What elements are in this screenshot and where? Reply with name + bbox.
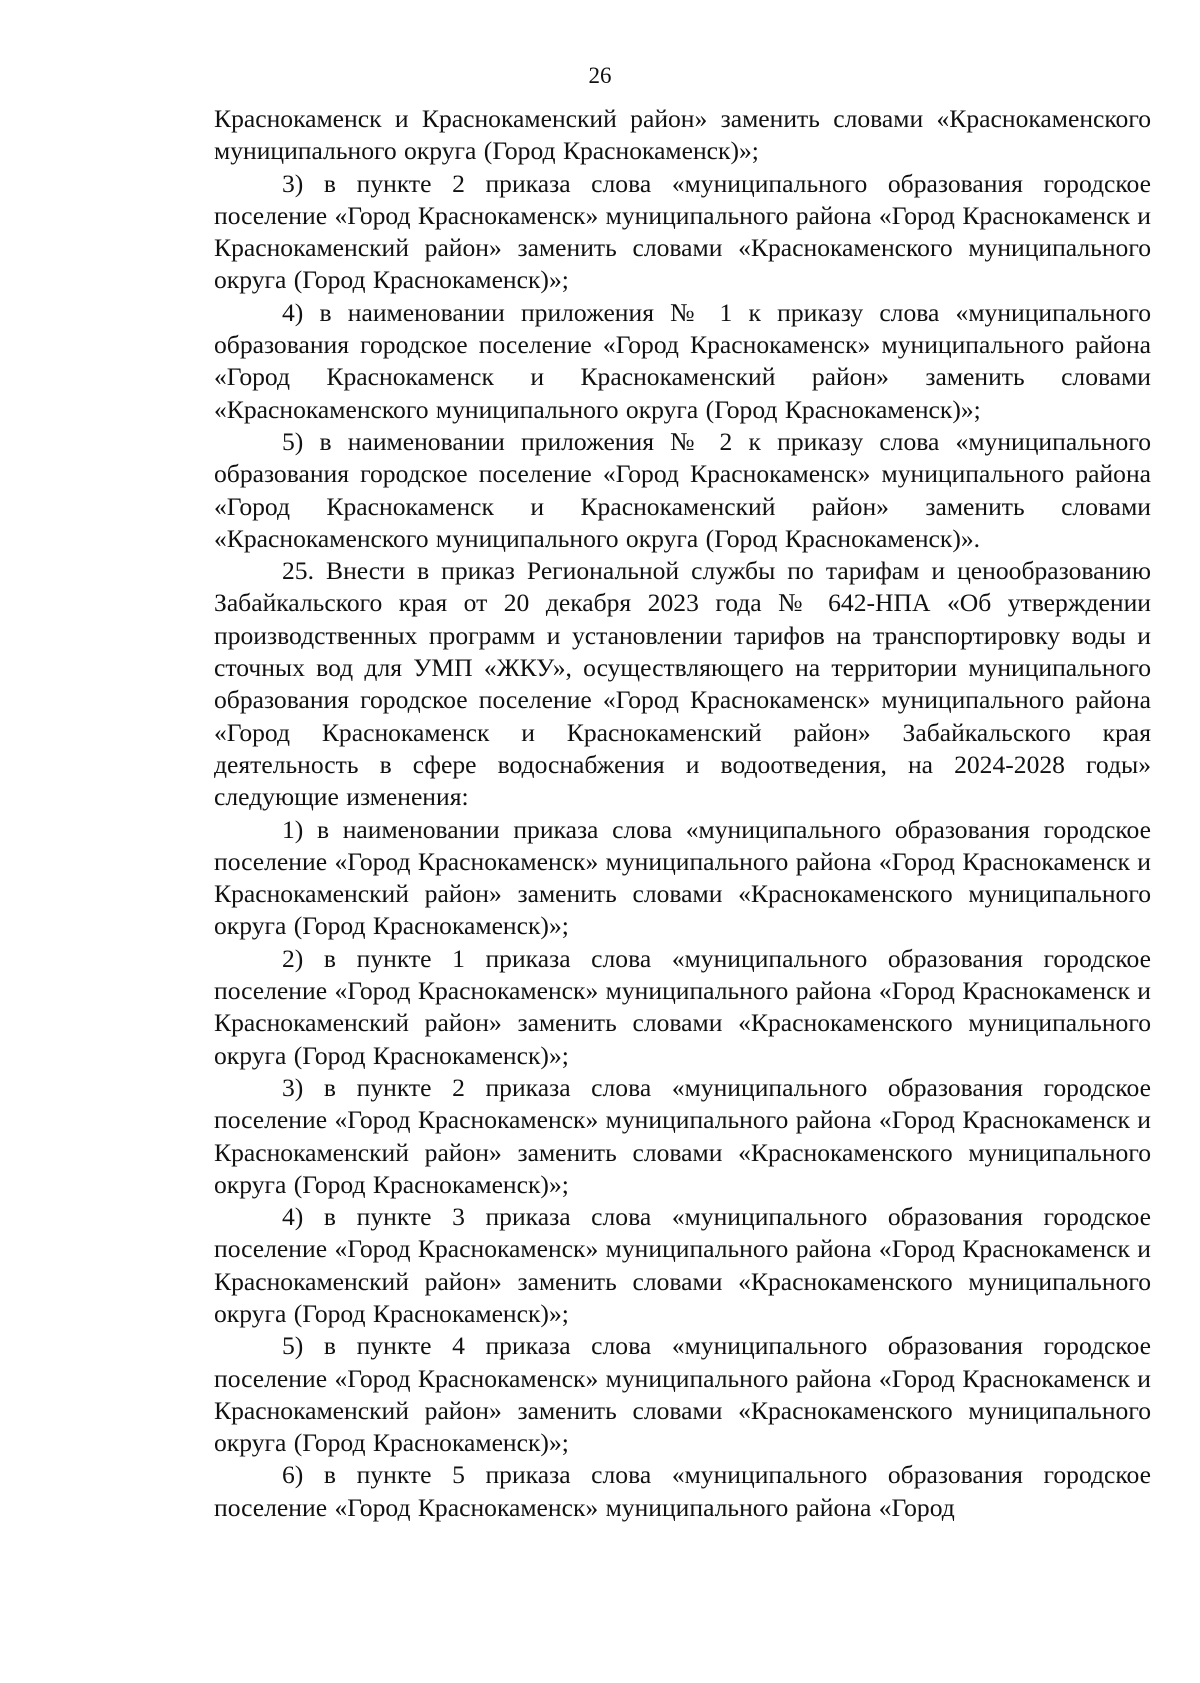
paragraph-subitem-2: 2) в пункте 1 приказа слова «муниципального образования городское поселение «Город Краснокаменск» муниципального района «Город Краснокаменск и Краснокаменский район» заменить словами «Краснокаменского муниципального округа (Город Краснокаменск)»; bbox=[214, 943, 1151, 1070]
paragraph-continuation: Краснокаменск и Краснокаменский район» заменить словами «Краснокаменского муниципального округа (Город Краснокаменск)»; bbox=[214, 104, 1151, 166]
paragraph-item-3: 3) в пункте 2 приказа слова «муниципального образования городское поселение «Город Краснокаменск» муниципального района «Город Краснокаменск и Краснокаменский район» заменить словами «Краснокаменского муниципального округа (Город Краснокаменск)»; bbox=[214, 168, 1151, 295]
paragraph-item-5: 5) в наименовании приложения № 2 к приказу слова «муниципального образования городское поселение «Город Краснокаменск» муниципального района «Город Краснокаменск и Краснокаменский район» заменить словами «Краснокаменского муниципального округа (Город Краснокаменск)». bbox=[214, 426, 1151, 553]
paragraph-item-4: 4) в наименовании приложения № 1 к приказу слова «муниципального образования городское поселение «Город Краснокаменск» муниципального района «Город Краснокаменск и Краснокаменский район» заменить словами «Краснокаменского муниципального округа (Город Краснокаменск)»; bbox=[214, 297, 1151, 424]
page-number: 26 bbox=[588, 63, 612, 88]
paragraph-subitem-4: 4) в пункте 3 приказа слова «муниципального образования городское поселение «Город Краснокаменск» муниципального района «Город Краснокаменск и Краснокаменский район» заменить словами «Краснокаменского муниципального округа (Город Краснокаменск)»; bbox=[214, 1202, 1151, 1328]
paragraph-clause-25: 25. Внести в приказ Региональной службы по тарифам и ценообразованию Забайкальского края от 20 декабря 2023 года № 642-НПА «Об утверждении производственных программ и установлении тарифов на транспортировку воды и сточных вод для УМП «ЖКУ», осуществляющего на территории муниципального образования городское поселение «Город Краснокаменск» муниципального района «Город Краснокаменск и Краснокаменский район» Забайкальского края деятельность в сфере водоснабжения и водоотведения, на 2024-2028 годы» следующие изменения: bbox=[214, 556, 1151, 812]
paragraph-subitem-6: 6) в пункте 5 приказа слова «муниципального образования городское поселение «Город Краснокаменск» муниципального района «Город bbox=[214, 1460, 1151, 1522]
paragraph-subitem-1: 1) в наименовании приказа слова «муниципального образования городское поселение «Город Краснокаменск» муниципального района «Город Краснокаменск и Краснокаменский район» заменить словами «Краснокаменского муниципального округа (Город Краснокаменск)»; bbox=[214, 814, 1151, 941]
paragraph-subitem-3: 3) в пункте 2 приказа слова «муниципального образования городское поселение «Город Краснокаменск» муниципального района «Город Краснокаменск и Краснокаменский район» заменить словами «Краснокаменского муниципального округа (Город Краснокаменск)»; bbox=[214, 1072, 1151, 1199]
paragraph-subitem-5: 5) в пункте 4 приказа слова «муниципального образования городское поселение «Город Краснокаменск» муниципального района «Город Краснокаменск и Краснокаменский район» заменить словами «Краснокаменского муниципального округа (Город Краснокаменск)»; bbox=[214, 1331, 1151, 1458]
document-body bbox=[214, 103, 1151, 1524]
